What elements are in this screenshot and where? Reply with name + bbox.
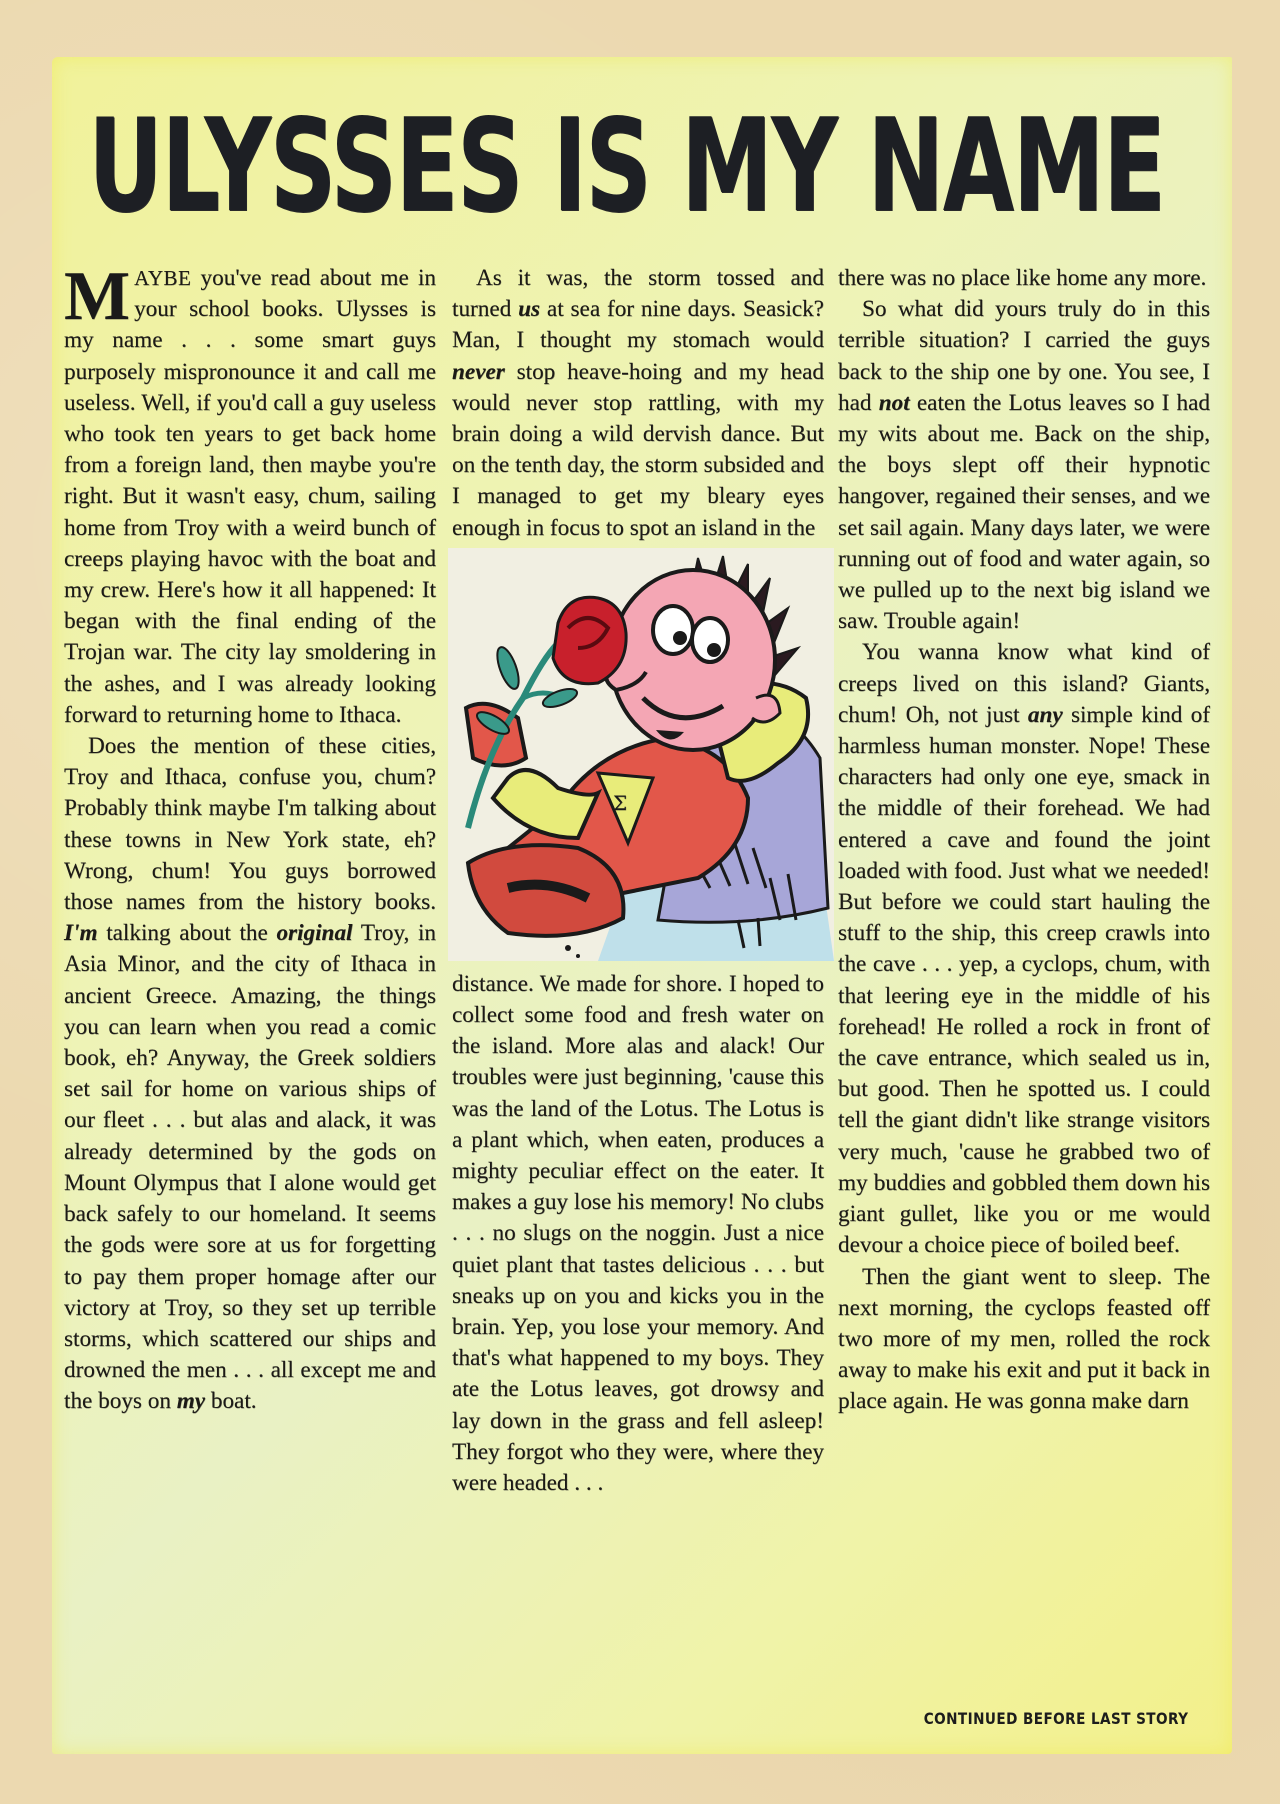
paragraph-text: stop heave-hoing and my head would never stop rattling, with my brain doing a wild dervish dance. But on the tenth day, the storm subsided and I managed to get my bleary eyes enough in focus to spot an island in the — [452, 358, 825, 541]
paragraph — [64, 731, 436, 1417]
paragraph-text: As it was, the storm tossed and turned — [452, 265, 824, 323]
emphasis: us — [518, 296, 541, 323]
paragraph — [64, 258, 436, 731]
paragraph-text: you've read about me in your school books. Ulysses is my name . . . some smart guys purposely mispronounce it and call me useless. Well, if you'd call a guy useless who took ten years to get back home from a foreign land, then maybe you're right. But it wasn't easy, chum, sailing home from Troy with a weird bunch of creeps playing havoc with the boat and my crew. Here's how it all happened: It began with the final ending of the Trojan war. The city lay smoldering in the ashes, and I was already looking forward to returning home to Ithaca. — [64, 265, 436, 728]
emphasis: any — [1027, 701, 1063, 728]
text-panel — [52, 57, 1232, 1754]
paragraph-text: boat. — [205, 1388, 257, 1415]
paragraph-text: talking about the — [97, 920, 277, 947]
emphasis: my — [176, 1388, 206, 1415]
paragraph: there was no place like home any more. — [838, 265, 1207, 291]
lead-in: AYBE — [134, 266, 192, 290]
continued-note: CONTINUED BEFORE LAST STORY — [923, 1709, 1188, 1728]
paragraph — [838, 637, 1210, 1261]
emphasis: original — [276, 920, 353, 947]
paragraph-text: Does the mention of these cities, Troy and Ithaca, confuse you, chum? Probably think maybe I'm talking about these towns in New York state, eh? Wrong, chum! You guys borrowed those names from the history books. — [64, 733, 436, 916]
text-column-2 — [452, 263, 824, 1499]
paragraph — [452, 263, 824, 544]
paragraph: Then the giant went to sleep. The next morning, the cyclops feasted off two more of my men, rolled the rock away to make his exit and put it back in place again. He was gonna make darn — [838, 1263, 1210, 1415]
emphasis: never — [452, 358, 505, 385]
emphasis: not — [878, 389, 910, 416]
page-title: ULYSSES IS MY NAME — [88, 92, 1165, 241]
paragraph: distance. We made for shore. I hoped to collect some food and fresh water on the island. More alas and alack! Our troubles were just beginning, 'cause this was the land of the Lotus. The Lotus is a plant which, when eaten, produces a mighty peculiar effect on the eater. It makes a guy lose his memory! No clubs . . . no slugs on the noggin. Just a nice quiet plant that tastes delicious . . . but sneaks up on you and kicks you in the brain. Yep, you lose your memory. And that's what happened to my boys. They ate the Lotus leaves, got drowsy and lay down in the grass and fell asleep! They forgot who they were, where they were headed . . . — [452, 970, 824, 1497]
character-icon — [448, 548, 834, 961]
paragraph — [838, 294, 1210, 637]
svg-text:Σ: Σ — [613, 790, 628, 815]
emphasis: I'm — [64, 920, 98, 947]
paragraph-text: You wanna know what kind of creeps lived on this island? Giants, chum! Oh, not just — [838, 639, 1210, 728]
paragraph-text: at sea for nine days. Seasick? Man, I thought my stomach would — [452, 296, 824, 354]
paragraph-text: eaten the Lotus leaves so I had my wits about me. Back on the ship, the boys slept off their hypnotic hangover, regained their senses, and we set sail again. Many days later, we were running out of food and water again, so we pulled up to the next big island we saw. Trouble again! — [838, 389, 1210, 635]
paragraph-text: simple kind of harmless human monster. Nope! These characters had only one eye, smack in the middle of their forehead. We had entered a cave and found the joint loaded with food. Just what we needed! But before we could start hauling the stuff to the ship, this creep crawls into the cave . . . yep, a cyclops, chum, with that leering eye in the middle of his forehead! He rolled a rock in front of the cave entrance, which sealed us in, but good. Then he spotted us. I could tell the giant didn't like strange visitors very much, 'cause he grabbed two of my buddies and gobbled them down his giant gullet, like you or me would devour a choice piece of boiled beef. — [838, 701, 1210, 1259]
ulysses-illustration — [448, 548, 834, 961]
text-column-3 — [838, 263, 1210, 1418]
text-column-1 — [64, 258, 436, 1418]
paragraph-text: So what did yours truly do in this terrible situation? I carried the guys back to the ship one by one. You see, I had — [838, 296, 1210, 416]
paragraph-text: Troy, in Asia Minor, and the city of Ithaca in ancient Greece. Amazing, the things you can learn when you read a comic book, eh? Anyway, the Greek soldiers set sail for home on various ships of our fleet . . . but alas and alack, it was already determined by the gods on Mount Olympus that I alone would get back safely to our homeland. It seems the gods were sore at us for forgetting to pay them proper homage after our victory at Troy, so they set up terrible storms, which scattered our ships and drowned the men . . . all except me and the boys on — [64, 920, 436, 1415]
drop-cap: M — [64, 258, 131, 335]
rose-icon — [553, 597, 626, 683]
